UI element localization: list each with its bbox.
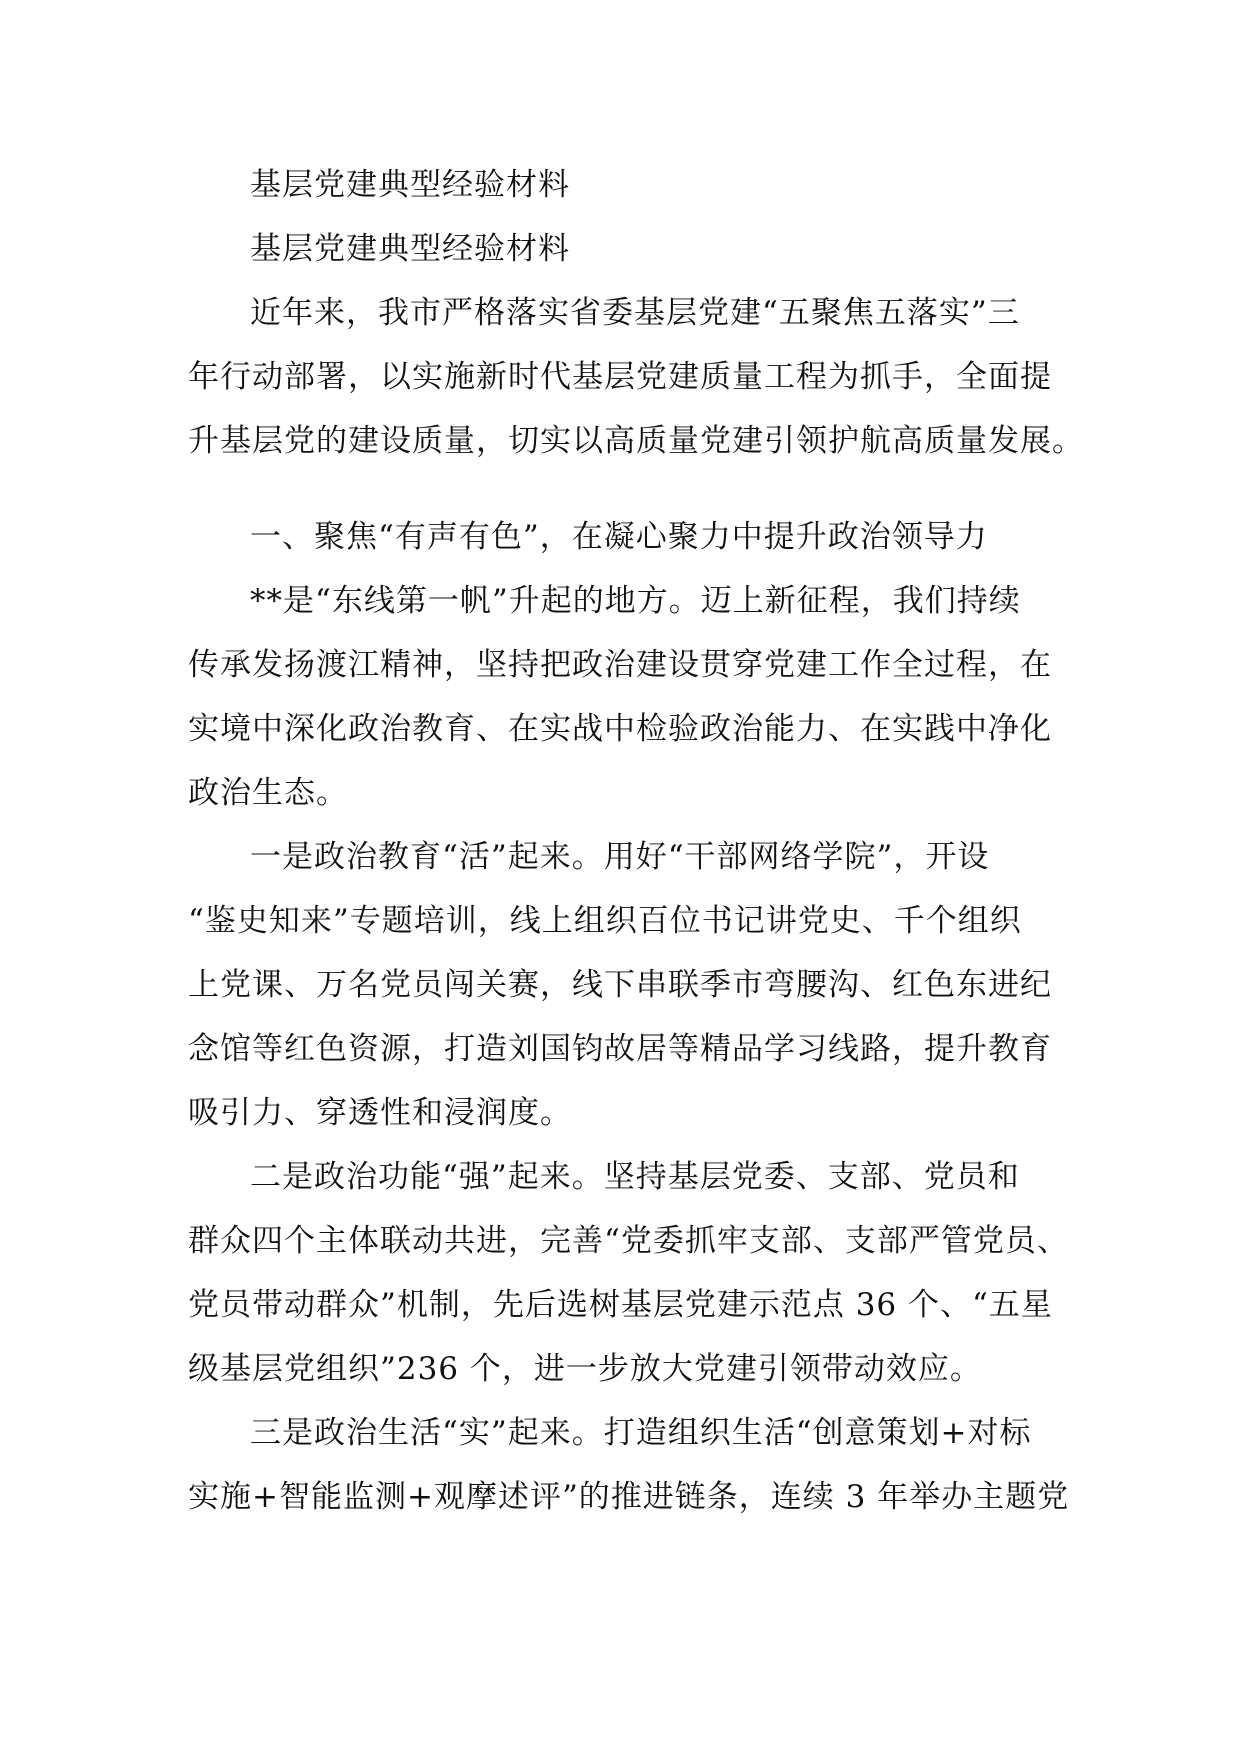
- paragraph-line: 政治生态。: [188, 775, 348, 811]
- paragraph-line: 吸引力、穿透性和浸润度。: [188, 1095, 572, 1131]
- paragraph-line: 群众四个主体联动共进，完善“党委抓牢支部、支部严管党员、: [188, 1223, 1069, 1259]
- paragraph-line: 近年来，我市严格落实省委基层党建“五聚焦五落实”三: [250, 295, 1020, 331]
- paragraph-line: 实境中深化政治教育、在实战中检验政治能力、在实践中净化: [188, 711, 1052, 747]
- paragraph-line: 升基层党的建设质量，切实以高质量党建引领护航高质量发展。: [188, 423, 1084, 459]
- paragraph-line: 传承发扬渡江精神，坚持把政治建设贯穿党建工作全过程，在: [188, 647, 1052, 683]
- point-two-paragraph: [188, 1159, 1069, 1387]
- paragraph-line: 实施+智能监测+观摩述评”的推进链条，连续 3 年举办主题党: [188, 1479, 1070, 1515]
- document-body: [188, 167, 1084, 1544]
- point-one-paragraph: [188, 840, 1060, 1130]
- paragraph-line: 一是政治教育“活”起来。用好“干部网络学院”，开设: [250, 839, 990, 875]
- document-subtitle: 基层党建典型经验材料: [250, 231, 570, 267]
- paragraph-line: “鉴史知来”专题培训，线上组织百位书记讲党史、千个组织: [188, 903, 1022, 939]
- paragraph-line: 级基层党组织”236 个，进一步放大党建引领带动效应。: [188, 1351, 982, 1387]
- paragraph-line: 三是政治生活“实”起来。打造组织生活“创意策划+对标: [250, 1415, 1032, 1451]
- paragraph-line: 年行动部署，以实施新时代基层党建质量工程为抓手，全面提: [188, 359, 1052, 395]
- intro-paragraph: [188, 295, 1084, 459]
- paragraph-line: 上党课、万名党员闯关赛，线下串联季市弯腰沟、红色东进纪: [188, 967, 1052, 1003]
- document-title: 基层党建典型经验材料: [250, 167, 570, 203]
- point-three-paragraph: [188, 1415, 1070, 1515]
- paragraph-line: 念馆等红色资源，打造刘国钧故居等精品学习线路，提升教育: [188, 1031, 1052, 1067]
- paragraph-line: 二是政治功能“强”起来。坚持基层党委、支部、党员和: [250, 1159, 1020, 1195]
- paragraph-line: 党员带动群众”机制，先后选树基层党建示范点 36 个、“五星: [188, 1287, 1053, 1323]
- paragraph-line: **是“东线第一帆”升起的地方。迈上新征程，我们持续: [250, 583, 1021, 619]
- section-heading: 一、聚焦“有声有色”，在凝心聚力中提升政治领导力: [250, 519, 988, 555]
- section-paragraph: [188, 584, 1060, 810]
